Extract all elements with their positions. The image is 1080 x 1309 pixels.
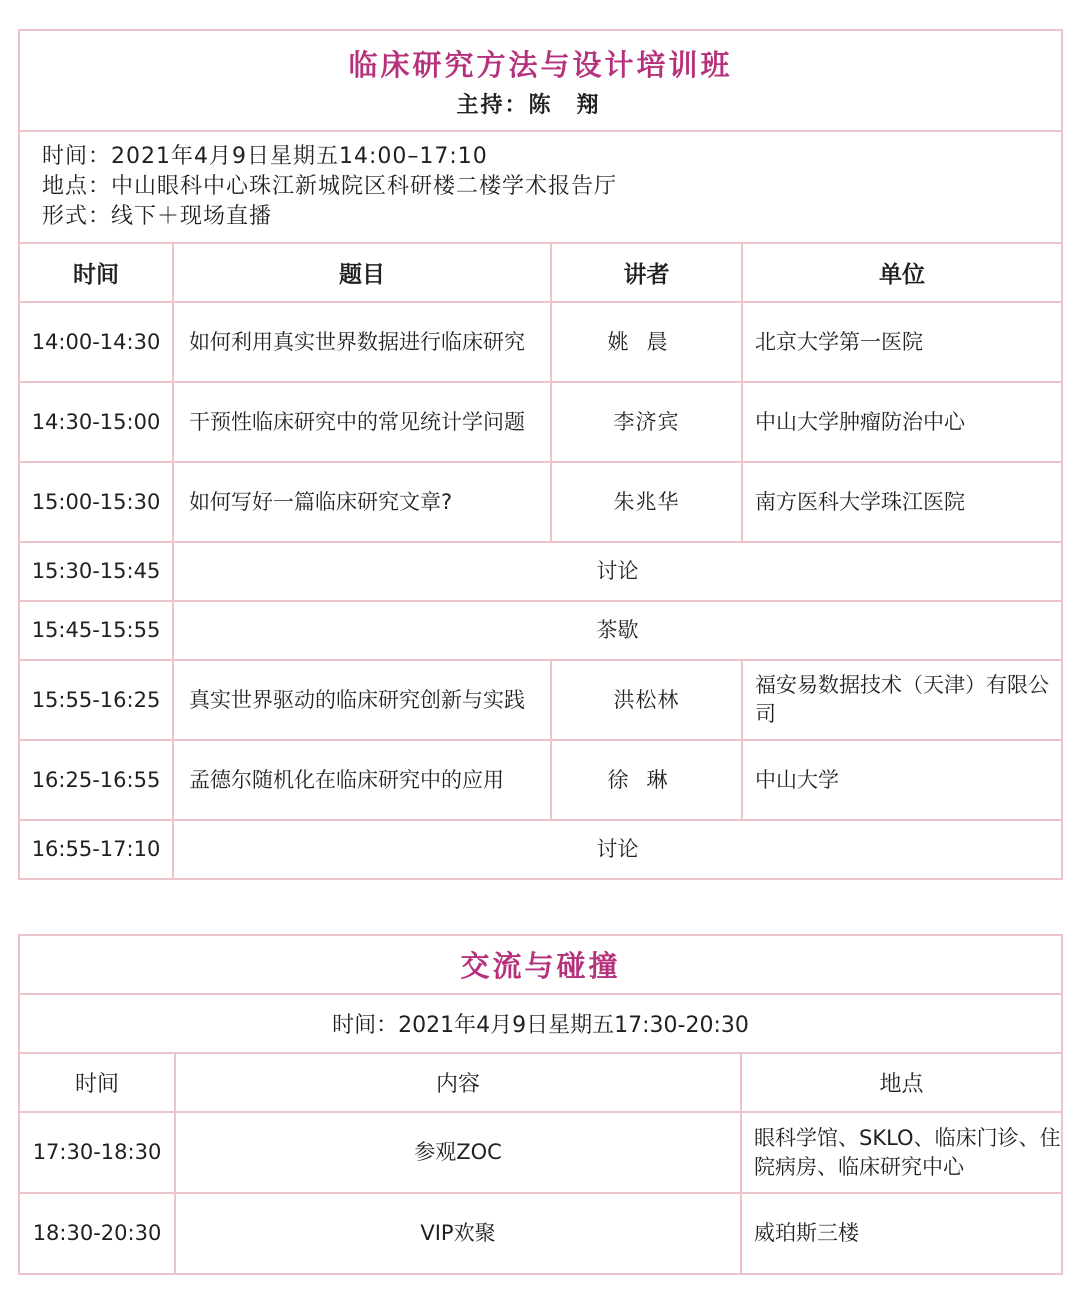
col-header-place: 地点 xyxy=(741,1053,1062,1112)
table-row xyxy=(19,462,1062,542)
table-row xyxy=(19,1193,1062,1274)
row-topic: 如何写好一篇临床研究文章? xyxy=(173,462,551,542)
section-title: 临床研究方法与设计培训班 xyxy=(348,47,733,82)
table-row xyxy=(19,820,1062,879)
table-row xyxy=(19,601,1062,660)
table-row xyxy=(19,1112,1062,1193)
training-schedule-table xyxy=(18,29,1063,880)
table-row xyxy=(19,542,1062,601)
row-speaker: 姚晨 xyxy=(551,302,742,382)
row-topic: 干预性临床研究中的常见统计学问题 xyxy=(173,382,551,462)
row-time: 15:30-15:45 xyxy=(19,542,173,601)
row-content: VIP欢聚 xyxy=(175,1193,741,1274)
section-header xyxy=(19,30,1062,131)
exchange-schedule-table xyxy=(18,934,1063,1275)
row-time: 16:25-16:55 xyxy=(19,740,173,820)
host-name: 陈翔 xyxy=(528,92,625,118)
row-speaker: 徐琳 xyxy=(551,740,742,820)
row-unit: 福安易数据技术（天津）有限公司 xyxy=(742,660,1062,740)
row-time: 15:45-15:55 xyxy=(19,601,173,660)
row-merged: 茶歇 xyxy=(173,601,1062,660)
row-time: 18:30-20:30 xyxy=(19,1193,175,1274)
table-row xyxy=(19,302,1062,382)
row-topic: 孟德尔随机化在临床研究中的应用 xyxy=(173,740,551,820)
event-place: 地点：中山眼科中心珠江新城院区科研楼二楼学术报告厅 xyxy=(42,174,618,199)
row-time: 15:00-15:30 xyxy=(19,462,173,542)
row-speaker: 朱兆华 xyxy=(551,462,742,542)
row-speaker: 李济宾 xyxy=(551,382,742,462)
row-merged: 讨论 xyxy=(173,820,1062,879)
row-unit: 中山大学肿瘤防治中心 xyxy=(742,382,1062,462)
row-unit: 南方医科大学珠江医院 xyxy=(742,462,1062,542)
row-unit: 中山大学 xyxy=(742,740,1062,820)
row-topic: 真实世界驱动的临床研究创新与实践 xyxy=(173,660,551,740)
event-format: 形式：线下＋现场直播 xyxy=(42,204,273,229)
col-header-speaker: 讲者 xyxy=(551,243,742,302)
row-time: 14:30-15:00 xyxy=(19,382,173,462)
row-time: 16:55-17:10 xyxy=(19,820,173,879)
table-row xyxy=(19,740,1062,820)
row-unit: 北京大学第一医院 xyxy=(742,302,1062,382)
row-time: 14:00-14:30 xyxy=(19,302,173,382)
col-header-time: 时间 xyxy=(19,243,173,302)
host-label: 主持： xyxy=(456,92,529,118)
row-speaker: 洪松林 xyxy=(551,660,742,740)
event-info xyxy=(19,131,1062,243)
event-time: 时间：2021年4月9日星期五17:30-20:30 xyxy=(19,994,1062,1053)
row-time: 17:30-18:30 xyxy=(19,1112,175,1193)
table-row xyxy=(19,382,1062,462)
row-place: 眼科学馆、SKLO、临床门诊、住院病房、临床研究中心 xyxy=(741,1112,1062,1193)
host-line xyxy=(20,88,1061,119)
col-header-topic: 题目 xyxy=(173,243,551,302)
row-topic: 如何利用真实世界数据进行临床研究 xyxy=(173,302,551,382)
table-row xyxy=(19,660,1062,740)
row-place: 威珀斯三楼 xyxy=(741,1193,1062,1274)
row-time: 15:55-16:25 xyxy=(19,660,173,740)
event-time: 时间：2021年4月9日星期五14:00–17:10 xyxy=(42,144,488,169)
col-header-content: 内容 xyxy=(175,1053,741,1112)
row-content: 参观ZOC xyxy=(175,1112,741,1193)
col-header-time: 时间 xyxy=(19,1053,175,1112)
col-header-unit: 单位 xyxy=(742,243,1062,302)
section-title: 交流与碰撞 xyxy=(19,935,1062,994)
row-merged: 讨论 xyxy=(173,542,1062,601)
